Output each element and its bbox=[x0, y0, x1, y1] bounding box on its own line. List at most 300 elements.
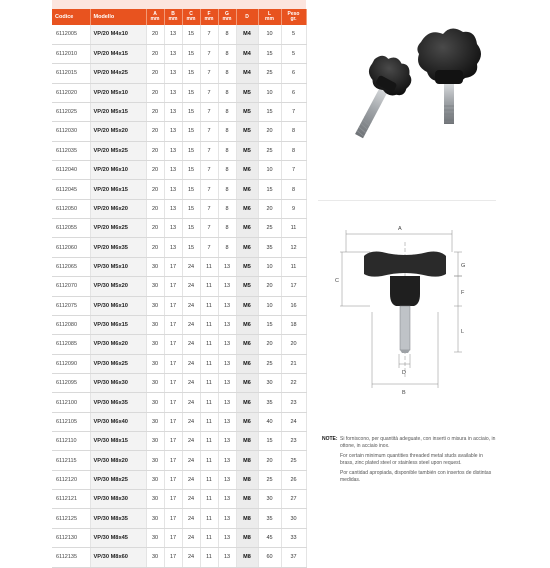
cell-code: 6112135 bbox=[52, 548, 90, 567]
cell-weight: 30 bbox=[281, 509, 306, 528]
cell-weight: 24 bbox=[281, 412, 306, 431]
table-row bbox=[52, 315, 306, 334]
cell-b: 13 bbox=[164, 180, 182, 199]
table-row bbox=[52, 490, 306, 509]
cell-g: 13 bbox=[218, 315, 236, 334]
table-row bbox=[52, 393, 306, 412]
table-row bbox=[52, 528, 306, 547]
cell-d: M6 bbox=[236, 354, 258, 373]
cell-b: 13 bbox=[164, 102, 182, 121]
cell-weight: 5 bbox=[281, 44, 306, 63]
cell-c: 24 bbox=[182, 490, 200, 509]
cell-b: 13 bbox=[164, 83, 182, 102]
cell-l: 35 bbox=[258, 393, 281, 412]
cell-c: 15 bbox=[182, 141, 200, 160]
cell-f: 7 bbox=[200, 180, 218, 199]
cell-l: 10 bbox=[258, 296, 281, 315]
header-g: G mm bbox=[218, 9, 236, 25]
cell-f: 11 bbox=[200, 257, 218, 276]
cell-a: 20 bbox=[146, 83, 164, 102]
cell-weight: 6 bbox=[281, 83, 306, 102]
cell-l: 15 bbox=[258, 180, 281, 199]
cell-d: M6 bbox=[236, 180, 258, 199]
cell-code: 6112075 bbox=[52, 296, 90, 315]
table-row bbox=[52, 412, 306, 431]
cell-weight: 11 bbox=[281, 219, 306, 238]
cell-l: 30 bbox=[258, 490, 281, 509]
cell-a: 30 bbox=[146, 335, 164, 354]
cell-a: 30 bbox=[146, 451, 164, 470]
cell-weight: 25 bbox=[281, 451, 306, 470]
cell-model: VP/30 M6x20 bbox=[90, 335, 146, 354]
cell-g: 13 bbox=[218, 277, 236, 296]
cell-code: 6112050 bbox=[52, 199, 90, 218]
cell-l: 15 bbox=[258, 432, 281, 451]
cell-model: VP/20 M4x15 bbox=[90, 44, 146, 63]
cell-weight: 11 bbox=[281, 257, 306, 276]
cell-model: VP/20 M6x10 bbox=[90, 161, 146, 180]
cell-code: 6112105 bbox=[52, 412, 90, 431]
cell-d: M8 bbox=[236, 432, 258, 451]
cell-l: 10 bbox=[258, 161, 281, 180]
cell-weight: 21 bbox=[281, 354, 306, 373]
cell-l: 25 bbox=[258, 64, 281, 83]
knob-head bbox=[364, 252, 446, 277]
cell-code: 6112045 bbox=[52, 180, 90, 199]
cell-a: 20 bbox=[146, 141, 164, 160]
cell-b: 17 bbox=[164, 315, 182, 334]
cell-b: 13 bbox=[164, 161, 182, 180]
cell-model: VP/20 M5x10 bbox=[90, 83, 146, 102]
cell-l: 20 bbox=[258, 277, 281, 296]
header-weight: Peso gr. bbox=[281, 9, 306, 25]
cell-b: 13 bbox=[164, 219, 182, 238]
cell-c: 15 bbox=[182, 199, 200, 218]
cell-b: 17 bbox=[164, 432, 182, 451]
cell-d: M4 bbox=[236, 44, 258, 63]
cell-code: 6112060 bbox=[52, 238, 90, 257]
cell-a: 30 bbox=[146, 393, 164, 412]
cell-c: 24 bbox=[182, 528, 200, 547]
cell-b: 13 bbox=[164, 44, 182, 63]
cell-g: 8 bbox=[218, 44, 236, 63]
cell-d: M6 bbox=[236, 199, 258, 218]
large-knob-stud bbox=[444, 80, 454, 124]
cell-f: 11 bbox=[200, 373, 218, 392]
cell-a: 30 bbox=[146, 354, 164, 373]
cell-f: 11 bbox=[200, 509, 218, 528]
cell-code: 6112005 bbox=[52, 25, 90, 44]
cell-f: 11 bbox=[200, 470, 218, 489]
cell-c: 24 bbox=[182, 335, 200, 354]
cell-f: 11 bbox=[200, 296, 218, 315]
cell-d: M8 bbox=[236, 548, 258, 567]
note-text-it: Si forniscono, per quantità adeguate, con inserti o misura in acciaio, in ottone, in acciaio inox. bbox=[340, 436, 496, 449]
cell-c: 15 bbox=[182, 44, 200, 63]
cell-code: 6112110 bbox=[52, 432, 90, 451]
cell-code: 6112040 bbox=[52, 161, 90, 180]
cell-a: 20 bbox=[146, 102, 164, 121]
cell-b: 17 bbox=[164, 354, 182, 373]
cell-c: 15 bbox=[182, 64, 200, 83]
cell-b: 17 bbox=[164, 277, 182, 296]
cell-model: VP/20 M6x15 bbox=[90, 180, 146, 199]
cell-code: 6112090 bbox=[52, 354, 90, 373]
cell-d: M6 bbox=[236, 219, 258, 238]
cell-c: 15 bbox=[182, 180, 200, 199]
cell-model: VP/20 M6x20 bbox=[90, 199, 146, 218]
cell-model: VP/30 M5x10 bbox=[90, 257, 146, 276]
cell-b: 17 bbox=[164, 548, 182, 567]
cell-code: 6112065 bbox=[52, 257, 90, 276]
label-l: L bbox=[461, 329, 465, 335]
cell-d: M5 bbox=[236, 141, 258, 160]
header-c: C mm bbox=[182, 9, 200, 25]
label-g: G bbox=[461, 263, 466, 269]
table-row bbox=[52, 548, 306, 567]
cell-weight: 8 bbox=[281, 141, 306, 160]
table-row bbox=[52, 296, 306, 315]
cell-a: 30 bbox=[146, 490, 164, 509]
cell-b: 17 bbox=[164, 528, 182, 547]
cell-model: VP/20 M4x25 bbox=[90, 64, 146, 83]
cell-weight: 5 bbox=[281, 25, 306, 44]
cell-code: 6112121 bbox=[52, 490, 90, 509]
cell-d: M4 bbox=[236, 64, 258, 83]
cell-model: VP/30 M6x25 bbox=[90, 354, 146, 373]
cell-code: 6112015 bbox=[52, 64, 90, 83]
cell-model: VP/30 M6x40 bbox=[90, 412, 146, 431]
cell-model: VP/30 M6x30 bbox=[90, 373, 146, 392]
cell-code: 6112020 bbox=[52, 83, 90, 102]
table-row bbox=[52, 257, 306, 276]
cell-d: M6 bbox=[236, 296, 258, 315]
cell-model: VP/20 M5x15 bbox=[90, 102, 146, 121]
cell-g: 8 bbox=[218, 102, 236, 121]
cell-d: M6 bbox=[236, 315, 258, 334]
cell-code: 6112120 bbox=[52, 470, 90, 489]
cell-b: 17 bbox=[164, 373, 182, 392]
label-f: F bbox=[461, 290, 465, 296]
cell-f: 7 bbox=[200, 219, 218, 238]
cell-a: 20 bbox=[146, 161, 164, 180]
table-row bbox=[52, 238, 306, 257]
cell-l: 40 bbox=[258, 412, 281, 431]
cell-model: VP/20 M5x20 bbox=[90, 122, 146, 141]
cell-model: VP/20 M6x35 bbox=[90, 238, 146, 257]
cell-f: 11 bbox=[200, 548, 218, 567]
cell-b: 13 bbox=[164, 64, 182, 83]
table-row bbox=[52, 470, 306, 489]
cell-c: 15 bbox=[182, 161, 200, 180]
table-row bbox=[52, 277, 306, 296]
cell-weight: 23 bbox=[281, 393, 306, 412]
cell-weight: 27 bbox=[281, 490, 306, 509]
cell-weight: 9 bbox=[281, 199, 306, 218]
cell-d: M8 bbox=[236, 451, 258, 470]
header-f: F mm bbox=[200, 9, 218, 25]
cell-c: 24 bbox=[182, 470, 200, 489]
cell-l: 25 bbox=[258, 141, 281, 160]
cell-weight: 12 bbox=[281, 238, 306, 257]
cell-g: 13 bbox=[218, 432, 236, 451]
cell-d: M5 bbox=[236, 277, 258, 296]
cell-c: 24 bbox=[182, 257, 200, 276]
header-model: Modello bbox=[90, 9, 146, 25]
cell-l: 10 bbox=[258, 257, 281, 276]
cell-l: 15 bbox=[258, 102, 281, 121]
cell-f: 7 bbox=[200, 141, 218, 160]
cell-l: 25 bbox=[258, 470, 281, 489]
cell-weight: 18 bbox=[281, 315, 306, 334]
cell-l: 10 bbox=[258, 83, 281, 102]
section-divider bbox=[318, 200, 496, 201]
cell-c: 24 bbox=[182, 373, 200, 392]
cell-l: 25 bbox=[258, 354, 281, 373]
cell-weight: 20 bbox=[281, 335, 306, 354]
table-row bbox=[52, 44, 306, 63]
cell-g: 8 bbox=[218, 141, 236, 160]
cell-b: 17 bbox=[164, 257, 182, 276]
cell-c: 24 bbox=[182, 412, 200, 431]
cell-g: 8 bbox=[218, 64, 236, 83]
cell-f: 7 bbox=[200, 25, 218, 44]
cell-f: 11 bbox=[200, 335, 218, 354]
cell-c: 15 bbox=[182, 122, 200, 141]
table-row bbox=[52, 25, 306, 44]
cell-c: 15 bbox=[182, 238, 200, 257]
cell-f: 11 bbox=[200, 432, 218, 451]
cell-g: 13 bbox=[218, 470, 236, 489]
cell-b: 17 bbox=[164, 296, 182, 315]
cell-g: 13 bbox=[218, 490, 236, 509]
cell-c: 24 bbox=[182, 432, 200, 451]
cell-model: VP/30 M8x25 bbox=[90, 470, 146, 489]
technical-drawing bbox=[330, 212, 490, 402]
cell-b: 13 bbox=[164, 122, 182, 141]
cell-a: 20 bbox=[146, 25, 164, 44]
dimensions-table bbox=[52, 9, 307, 568]
cell-code: 6112010 bbox=[52, 44, 90, 63]
cell-d: M6 bbox=[236, 373, 258, 392]
cell-model: VP/30 M5x20 bbox=[90, 277, 146, 296]
cell-l: 20 bbox=[258, 199, 281, 218]
cell-code: 6112035 bbox=[52, 141, 90, 160]
cell-g: 13 bbox=[218, 451, 236, 470]
cell-a: 30 bbox=[146, 257, 164, 276]
cell-l: 35 bbox=[258, 509, 281, 528]
cell-weight: 7 bbox=[281, 161, 306, 180]
cell-code: 6112115 bbox=[52, 451, 90, 470]
cell-g: 13 bbox=[218, 393, 236, 412]
cell-weight: 8 bbox=[281, 180, 306, 199]
label-b: B bbox=[402, 390, 406, 396]
cell-weight: 6 bbox=[281, 64, 306, 83]
cell-a: 30 bbox=[146, 470, 164, 489]
cell-b: 13 bbox=[164, 238, 182, 257]
cell-g: 8 bbox=[218, 83, 236, 102]
label-c: C bbox=[335, 278, 339, 284]
table-row bbox=[52, 102, 306, 121]
table-row bbox=[52, 161, 306, 180]
cell-l: 30 bbox=[258, 373, 281, 392]
table-row bbox=[52, 432, 306, 451]
cell-b: 17 bbox=[164, 470, 182, 489]
table-row bbox=[52, 64, 306, 83]
cell-weight: 37 bbox=[281, 548, 306, 567]
cell-a: 30 bbox=[146, 315, 164, 334]
cell-g: 13 bbox=[218, 335, 236, 354]
cell-code: 6112100 bbox=[52, 393, 90, 412]
cell-model: VP/30 M8x20 bbox=[90, 451, 146, 470]
cell-weight: 7 bbox=[281, 102, 306, 121]
cell-c: 24 bbox=[182, 548, 200, 567]
cell-a: 20 bbox=[146, 122, 164, 141]
cell-g: 8 bbox=[218, 180, 236, 199]
cell-f: 11 bbox=[200, 490, 218, 509]
cell-d: M6 bbox=[236, 412, 258, 431]
cell-g: 8 bbox=[218, 238, 236, 257]
cell-f: 7 bbox=[200, 44, 218, 63]
cell-d: M6 bbox=[236, 161, 258, 180]
cell-a: 30 bbox=[146, 412, 164, 431]
cell-l: 35 bbox=[258, 238, 281, 257]
cell-b: 17 bbox=[164, 490, 182, 509]
cell-model: VP/20 M6x25 bbox=[90, 219, 146, 238]
cell-g: 8 bbox=[218, 219, 236, 238]
cell-weight: 33 bbox=[281, 528, 306, 547]
note-text-es: Por cantidad apropiada, disponible también con insertos de distintas medidas. bbox=[340, 470, 492, 483]
cell-code: 6112070 bbox=[52, 277, 90, 296]
cell-model: VP/20 M4x10 bbox=[90, 25, 146, 44]
cell-g: 13 bbox=[218, 257, 236, 276]
cell-weight: 23 bbox=[281, 432, 306, 451]
cell-weight: 8 bbox=[281, 122, 306, 141]
cell-f: 7 bbox=[200, 122, 218, 141]
small-knob bbox=[339, 49, 418, 146]
table-row bbox=[52, 122, 306, 141]
table-body bbox=[52, 25, 306, 567]
cell-model: VP/30 M8x35 bbox=[90, 509, 146, 528]
cell-c: 24 bbox=[182, 277, 200, 296]
cell-code: 6112130 bbox=[52, 528, 90, 547]
cell-d: M8 bbox=[236, 509, 258, 528]
cell-g: 13 bbox=[218, 354, 236, 373]
header-strip bbox=[52, 0, 306, 9]
cell-a: 20 bbox=[146, 238, 164, 257]
cell-l: 20 bbox=[258, 335, 281, 354]
cell-d: M6 bbox=[236, 393, 258, 412]
cell-a: 20 bbox=[146, 44, 164, 63]
table-row bbox=[52, 141, 306, 160]
cell-d: M5 bbox=[236, 122, 258, 141]
cell-code: 6112125 bbox=[52, 509, 90, 528]
cell-code: 6112030 bbox=[52, 122, 90, 141]
cell-model: VP/30 M6x35 bbox=[90, 393, 146, 412]
table-row bbox=[52, 180, 306, 199]
cell-a: 30 bbox=[146, 548, 164, 567]
cell-f: 7 bbox=[200, 161, 218, 180]
note-label: NOTE: bbox=[322, 436, 338, 442]
cell-l: 15 bbox=[258, 315, 281, 334]
cell-model: VP/30 M8x45 bbox=[90, 528, 146, 547]
table-row bbox=[52, 335, 306, 354]
cell-f: 7 bbox=[200, 64, 218, 83]
label-d: D bbox=[402, 370, 406, 376]
cell-a: 30 bbox=[146, 373, 164, 392]
label-a: A bbox=[398, 226, 402, 232]
cell-g: 8 bbox=[218, 161, 236, 180]
cell-g: 13 bbox=[218, 412, 236, 431]
cell-b: 17 bbox=[164, 393, 182, 412]
cell-weight: 17 bbox=[281, 277, 306, 296]
cell-a: 20 bbox=[146, 199, 164, 218]
cell-model: VP/30 M8x30 bbox=[90, 490, 146, 509]
cell-a: 20 bbox=[146, 64, 164, 83]
cell-f: 11 bbox=[200, 528, 218, 547]
cell-l: 15 bbox=[258, 44, 281, 63]
table-row bbox=[52, 373, 306, 392]
cell-c: 24 bbox=[182, 354, 200, 373]
cell-g: 13 bbox=[218, 528, 236, 547]
cell-code: 6112055 bbox=[52, 219, 90, 238]
header-a: A mm bbox=[146, 9, 164, 25]
cell-c: 15 bbox=[182, 102, 200, 121]
cell-g: 13 bbox=[218, 373, 236, 392]
table-row bbox=[52, 451, 306, 470]
cell-b: 13 bbox=[164, 199, 182, 218]
cell-model: VP/30 M6x15 bbox=[90, 315, 146, 334]
cell-f: 11 bbox=[200, 451, 218, 470]
cell-model: VP/30 M8x15 bbox=[90, 432, 146, 451]
cell-f: 11 bbox=[200, 277, 218, 296]
cell-d: M8 bbox=[236, 470, 258, 489]
cell-c: 15 bbox=[182, 83, 200, 102]
table-row bbox=[52, 354, 306, 373]
large-knob bbox=[417, 28, 481, 124]
note-text-en: For certain minimum quantities threaded metal studs available in brass, zinc plated steel or stainless steel upon request. bbox=[340, 453, 483, 466]
cell-c: 24 bbox=[182, 315, 200, 334]
drawing-stud bbox=[400, 306, 410, 350]
cell-model: VP/30 M6x10 bbox=[90, 296, 146, 315]
cell-l: 45 bbox=[258, 528, 281, 547]
cell-b: 13 bbox=[164, 25, 182, 44]
table-row bbox=[52, 509, 306, 528]
cell-b: 17 bbox=[164, 509, 182, 528]
cell-c: 24 bbox=[182, 451, 200, 470]
cell-c: 24 bbox=[182, 393, 200, 412]
cell-a: 30 bbox=[146, 277, 164, 296]
cell-d: M5 bbox=[236, 83, 258, 102]
cell-model: VP/30 M8x60 bbox=[90, 548, 146, 567]
cell-a: 20 bbox=[146, 180, 164, 199]
cell-weight: 16 bbox=[281, 296, 306, 315]
table-header-row bbox=[52, 9, 306, 25]
cell-code: 6112080 bbox=[52, 315, 90, 334]
table-row bbox=[52, 199, 306, 218]
cell-g: 8 bbox=[218, 122, 236, 141]
header-b: B mm bbox=[164, 9, 182, 25]
table-row bbox=[52, 219, 306, 238]
cell-a: 20 bbox=[146, 219, 164, 238]
cell-f: 7 bbox=[200, 238, 218, 257]
cell-g: 13 bbox=[218, 296, 236, 315]
cell-d: M5 bbox=[236, 102, 258, 121]
header-d: D bbox=[236, 9, 258, 25]
cell-l: 10 bbox=[258, 25, 281, 44]
cell-d: M8 bbox=[236, 490, 258, 509]
cell-f: 7 bbox=[200, 102, 218, 121]
